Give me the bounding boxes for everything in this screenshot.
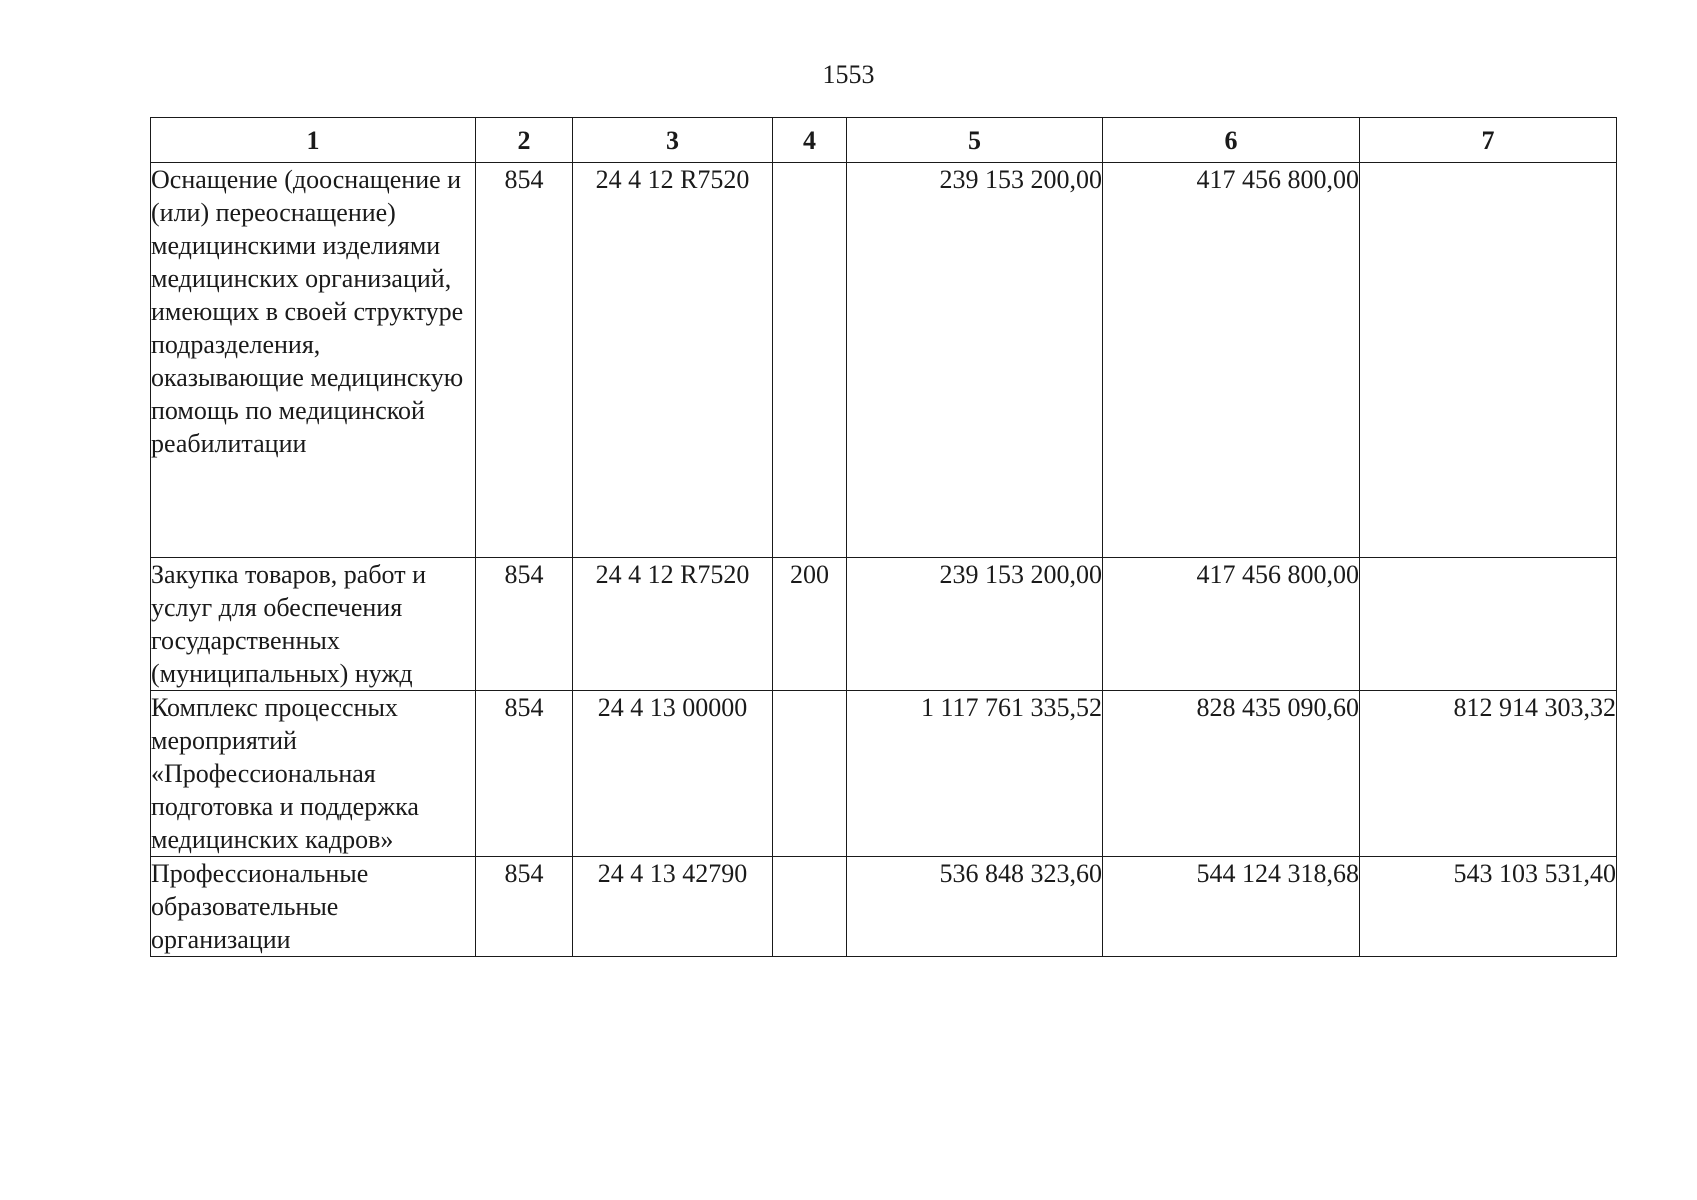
row-amount-3: 543 103 531,40 — [1360, 857, 1617, 957]
row-name: Закупка товаров, работ и услуг для обеспечения государственных (муниципальных) нужд — [151, 558, 476, 691]
row-code: 854 — [476, 691, 573, 857]
table-row — [151, 558, 1617, 691]
budget-table — [150, 117, 1617, 957]
row-name: Профессиональные образовательные организации — [151, 857, 476, 957]
table-row — [151, 857, 1617, 957]
row-amount-1: 239 153 200,00 — [847, 558, 1103, 691]
row-name: Комплекс процессных мероприятий «Профессиональная подготовка и поддержка медицинских кадров» — [151, 691, 476, 857]
table-row — [151, 691, 1617, 857]
table-row — [151, 163, 1617, 558]
column-header-5: 5 — [847, 118, 1103, 163]
row-amount-2: 417 456 800,00 — [1103, 163, 1360, 558]
row-article: 24 4 12 R7520 — [573, 558, 773, 691]
row-amount-1: 239 153 200,00 — [847, 163, 1103, 558]
page-number: 1553 — [822, 60, 875, 89]
row-type — [773, 857, 847, 957]
row-amount-1: 1 117 761 335,52 — [847, 691, 1103, 857]
row-code: 854 — [476, 857, 573, 957]
row-article: 24 4 13 42790 — [573, 857, 773, 957]
row-article: 24 4 12 R7520 — [573, 163, 773, 558]
row-amount-1: 536 848 323,60 — [847, 857, 1103, 957]
row-amount-3 — [1360, 163, 1617, 558]
row-article: 24 4 13 00000 — [573, 691, 773, 857]
column-header-6: 6 — [1103, 118, 1360, 163]
table-header-row — [151, 118, 1617, 163]
column-header-4: 4 — [773, 118, 847, 163]
row-amount-2: 544 124 318,68 — [1103, 857, 1360, 957]
row-type: 200 — [773, 558, 847, 691]
row-amount-3 — [1360, 558, 1617, 691]
row-type — [773, 163, 847, 558]
row-name: Оснащение (дооснащение и (или) переоснащение) медицинскими изделиями медицинских организаций, имеющих в своей структуре подразделения, оказывающие медицинскую помощь по медицинской реабилитации — [151, 163, 476, 558]
row-amount-2: 828 435 090,60 — [1103, 691, 1360, 857]
row-type — [773, 691, 847, 857]
row-code: 854 — [476, 558, 573, 691]
column-header-3: 3 — [573, 118, 773, 163]
column-header-2: 2 — [476, 118, 573, 163]
row-amount-3: 812 914 303,32 — [1360, 691, 1617, 857]
column-header-7: 7 — [1360, 118, 1617, 163]
column-header-1: 1 — [151, 118, 476, 163]
row-code: 854 — [476, 163, 573, 558]
row-amount-2: 417 456 800,00 — [1103, 558, 1360, 691]
